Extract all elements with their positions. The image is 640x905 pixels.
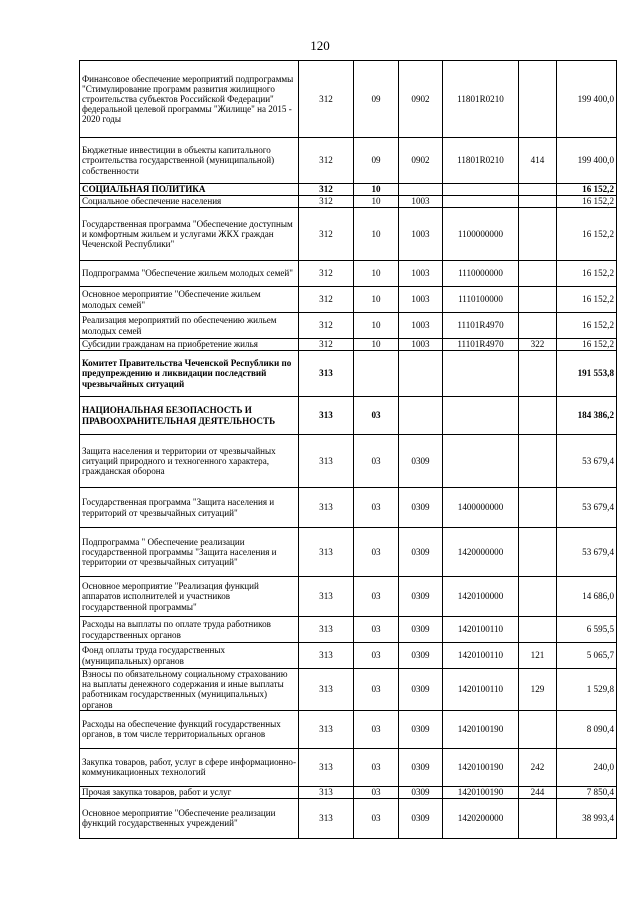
section-code-cell: 03: [354, 710, 399, 748]
table-row: [80, 339, 617, 351]
subsection-code-cell: [399, 351, 443, 397]
table-row: [80, 287, 617, 313]
subsection-code-cell: [399, 397, 443, 435]
amount-cell: 1 529,8: [557, 669, 617, 711]
expense-type-code-cell: 414: [519, 138, 557, 184]
expense-type-code-cell: [519, 351, 557, 397]
section-code-cell: 03: [354, 528, 399, 577]
expense-type-code-cell: [519, 577, 557, 617]
subsection-code-cell: 0309: [399, 435, 443, 488]
section-code-cell: 03: [354, 786, 399, 798]
ved-code-cell: 313: [299, 669, 354, 711]
item-name-cell: НАЦИОНАЛЬНАЯ БЕЗОПАСНОСТЬ И ПРАВООХРАНИТЕЛЬНАЯ ДЕЯТЕЛЬНОСТЬ: [80, 397, 299, 435]
ved-code-cell: 313: [299, 748, 354, 786]
item-name-cell: Основное мероприятие "Обеспечение жильем молодых семей": [80, 287, 299, 313]
ved-code-cell: 313: [299, 786, 354, 798]
table-row: [80, 643, 617, 669]
item-name-cell: Расходы на выплаты по оплате труда работников государственных органов: [80, 617, 299, 643]
target-article-code-cell: 11101R4970: [443, 313, 519, 339]
amount-cell: 14 686,0: [557, 577, 617, 617]
table-row: [80, 528, 617, 577]
table-row: [80, 184, 617, 196]
section-code-cell: 03: [354, 643, 399, 669]
section-code-cell: 03: [354, 617, 399, 643]
amount-cell: 16 152,2: [557, 196, 617, 208]
expense-type-code-cell: [519, 313, 557, 339]
target-article-code-cell: [443, 184, 519, 196]
amount-cell: 7 850,4: [557, 786, 617, 798]
ved-code-cell: 313: [299, 528, 354, 577]
expense-type-code-cell: [519, 208, 557, 261]
amount-cell: 38 993,4: [557, 798, 617, 838]
table-row: [80, 488, 617, 528]
ved-code-cell: 313: [299, 710, 354, 748]
subsection-code-cell: 1003: [399, 208, 443, 261]
expense-type-code-cell: [519, 196, 557, 208]
section-code-cell: 03: [354, 435, 399, 488]
table-row: [80, 748, 617, 786]
item-name-cell: СОЦИАЛЬНАЯ ПОЛИТИКА: [80, 184, 299, 196]
amount-cell: 16 152,2: [557, 208, 617, 261]
target-article-code-cell: 1110100000: [443, 287, 519, 313]
target-article-code-cell: 1420100110: [443, 617, 519, 643]
ved-code-cell: 313: [299, 643, 354, 669]
expense-type-code-cell: [519, 184, 557, 196]
expense-type-code-cell: [519, 435, 557, 488]
item-name-cell: Защита населения и территории от чрезвычайных ситуаций природного и техногенного характера, гражданская оборона: [80, 435, 299, 488]
ved-code-cell: 312: [299, 313, 354, 339]
section-code-cell: 10: [354, 208, 399, 261]
item-name-cell: Основное мероприятие "Реализация функций аппаратов исполнителей и участников государственной программы": [80, 577, 299, 617]
subsection-code-cell: 0309: [399, 488, 443, 528]
target-article-code-cell: 1420200000: [443, 798, 519, 838]
item-name-cell: Государственная программа "Обеспечение доступным и комфортным жильем и услугами ЖКХ граждан Чеченской Республики": [80, 208, 299, 261]
subsection-code-cell: 0309: [399, 643, 443, 669]
ved-code-cell: 312: [299, 196, 354, 208]
section-code-cell: 09: [354, 138, 399, 184]
section-code-cell: 03: [354, 798, 399, 838]
subsection-code-cell: 0309: [399, 748, 443, 786]
target-article-code-cell: 1110000000: [443, 261, 519, 287]
target-article-code-cell: 11801R0210: [443, 61, 519, 138]
subsection-code-cell: 0309: [399, 786, 443, 798]
target-article-code-cell: 1420100190: [443, 748, 519, 786]
amount-cell: 53 679,4: [557, 488, 617, 528]
amount-cell: 16 152,2: [557, 261, 617, 287]
section-code-cell: 10: [354, 184, 399, 196]
section-code-cell: 03: [354, 669, 399, 711]
subsection-code-cell: 0309: [399, 710, 443, 748]
item-name-cell: Субсидии гражданам на приобретение жилья: [80, 339, 299, 351]
table-row: [80, 61, 617, 138]
table-row: [80, 261, 617, 287]
item-name-cell: Основное мероприятие "Обеспечение реализации функций государственных учреждений": [80, 798, 299, 838]
target-article-code-cell: 1420100000: [443, 577, 519, 617]
target-article-code-cell: [443, 397, 519, 435]
item-name-cell: Реализация мероприятий по обеспечению жильем молодых семей: [80, 313, 299, 339]
ved-code-cell: 312: [299, 208, 354, 261]
section-code-cell: 03: [354, 397, 399, 435]
subsection-code-cell: [399, 184, 443, 196]
expense-type-code-cell: [519, 397, 557, 435]
table-row: [80, 196, 617, 208]
ved-code-cell: 313: [299, 577, 354, 617]
amount-cell: 8 090,4: [557, 710, 617, 748]
item-name-cell: Прочая закупка товаров, работ и услуг: [80, 786, 299, 798]
budget-table: [79, 60, 617, 839]
expense-type-code-cell: [519, 287, 557, 313]
ved-code-cell: 313: [299, 617, 354, 643]
amount-cell: 16 152,2: [557, 287, 617, 313]
ved-code-cell: 312: [299, 287, 354, 313]
expense-type-code-cell: 129: [519, 669, 557, 711]
amount-cell: 240,0: [557, 748, 617, 786]
table-row: [80, 669, 617, 711]
section-code-cell: 10: [354, 196, 399, 208]
item-name-cell: Взносы по обязательному социальному страхованию на выплаты денежного содержания и иные выплаты работникам государственных (муниципальных) органов: [80, 669, 299, 711]
amount-cell: 184 386,2: [557, 397, 617, 435]
subsection-code-cell: 0309: [399, 617, 443, 643]
table-row: [80, 617, 617, 643]
ved-code-cell: 312: [299, 184, 354, 196]
target-article-code-cell: 1420100110: [443, 643, 519, 669]
expense-type-code-cell: [519, 261, 557, 287]
expense-type-code-cell: [519, 488, 557, 528]
item-name-cell: Расходы на обеспечение функций государственных органов, в том числе территориальных органов: [80, 710, 299, 748]
target-article-code-cell: 11101R4970: [443, 339, 519, 351]
item-name-cell: Социальное обеспечение населения: [80, 196, 299, 208]
table-row: [80, 710, 617, 748]
amount-cell: 199 400,0: [557, 61, 617, 138]
item-name-cell: Бюджетные инвестиции в объекты капитального строительства государственной (муниципальной) собственности: [80, 138, 299, 184]
amount-cell: 6 595,5: [557, 617, 617, 643]
ved-code-cell: 313: [299, 397, 354, 435]
table-row: [80, 798, 617, 838]
expense-type-code-cell: 242: [519, 748, 557, 786]
subsection-code-cell: 1003: [399, 196, 443, 208]
item-name-cell: Подпрограмма "Обеспечение жильем молодых семей": [80, 261, 299, 287]
section-code-cell: 10: [354, 287, 399, 313]
table-row: [80, 435, 617, 488]
amount-cell: 16 152,2: [557, 184, 617, 196]
expense-type-code-cell: 244: [519, 786, 557, 798]
target-article-code-cell: 1420000000: [443, 528, 519, 577]
amount-cell: 199 400,0: [557, 138, 617, 184]
ved-code-cell: 313: [299, 488, 354, 528]
target-article-code-cell: [443, 196, 519, 208]
amount-cell: 191 553,8: [557, 351, 617, 397]
table-row: [80, 577, 617, 617]
section-code-cell: 03: [354, 577, 399, 617]
section-code-cell: 10: [354, 339, 399, 351]
ved-code-cell: 312: [299, 138, 354, 184]
budget-table-body: [80, 61, 617, 839]
subsection-code-cell: 0309: [399, 798, 443, 838]
expense-type-code-cell: [519, 617, 557, 643]
item-name-cell: Фонд оплаты труда государственных (муниципальных) органов: [80, 643, 299, 669]
table-row: [80, 397, 617, 435]
ved-code-cell: 313: [299, 351, 354, 397]
amount-cell: 53 679,4: [557, 435, 617, 488]
expense-type-code-cell: [519, 528, 557, 577]
ved-code-cell: 312: [299, 261, 354, 287]
table-row: [80, 351, 617, 397]
expense-type-code-cell: [519, 61, 557, 138]
section-code-cell: [354, 351, 399, 397]
item-name-cell: Комитет Правительства Чеченской Республики по предупреждению и ликвидации последствий чрезвычайных ситуаций: [80, 351, 299, 397]
target-article-code-cell: 1420100110: [443, 669, 519, 711]
amount-cell: 53 679,4: [557, 528, 617, 577]
page-number: 120: [310, 38, 330, 53]
subsection-code-cell: 1003: [399, 287, 443, 313]
subsection-code-cell: 0902: [399, 61, 443, 138]
expense-type-code-cell: 121: [519, 643, 557, 669]
section-code-cell: 10: [354, 261, 399, 287]
table-row: [80, 313, 617, 339]
section-code-cell: 03: [354, 748, 399, 786]
amount-cell: 16 152,2: [557, 313, 617, 339]
expense-type-code-cell: 322: [519, 339, 557, 351]
item-name-cell: Государственная программа "Защита населения и территорий от чрезвычайных ситуаций": [80, 488, 299, 528]
ved-code-cell: 313: [299, 798, 354, 838]
target-article-code-cell: 11801R0210: [443, 138, 519, 184]
amount-cell: 16 152,2: [557, 339, 617, 351]
section-code-cell: 09: [354, 61, 399, 138]
target-article-code-cell: 1420100190: [443, 786, 519, 798]
item-name-cell: Подпрограмма " Обеспечение реализации государственной программы "Защита населения и территории от чрезвычайных ситуаций": [80, 528, 299, 577]
section-code-cell: 10: [354, 313, 399, 339]
amount-cell: 5 065,7: [557, 643, 617, 669]
expense-type-code-cell: [519, 710, 557, 748]
ved-code-cell: 313: [299, 435, 354, 488]
subsection-code-cell: 0309: [399, 577, 443, 617]
ved-code-cell: 312: [299, 339, 354, 351]
item-name-cell: Закупка товаров, работ, услуг в сфере информационно-коммуникационных технологий: [80, 748, 299, 786]
target-article-code-cell: [443, 351, 519, 397]
target-article-code-cell: 1400000000: [443, 488, 519, 528]
target-article-code-cell: [443, 435, 519, 488]
subsection-code-cell: 1003: [399, 313, 443, 339]
table-row: [80, 786, 617, 798]
item-name-cell: Финансовое обеспечение мероприятий подпрограммы "Стимулирование программ развития жилищного строительства субъектов Российской Федерации" федеральной целевой программы "Жилище" на 2015 - 2020 годы: [80, 61, 299, 138]
subsection-code-cell: 0309: [399, 669, 443, 711]
target-article-code-cell: 1100000000: [443, 208, 519, 261]
subsection-code-cell: 0902: [399, 138, 443, 184]
subsection-code-cell: 1003: [399, 339, 443, 351]
target-article-code-cell: 1420100190: [443, 710, 519, 748]
subsection-code-cell: 1003: [399, 261, 443, 287]
table-row: [80, 138, 617, 184]
subsection-code-cell: 0309: [399, 528, 443, 577]
section-code-cell: 03: [354, 488, 399, 528]
expense-type-code-cell: [519, 798, 557, 838]
table-row: [80, 208, 617, 261]
ved-code-cell: 312: [299, 61, 354, 138]
